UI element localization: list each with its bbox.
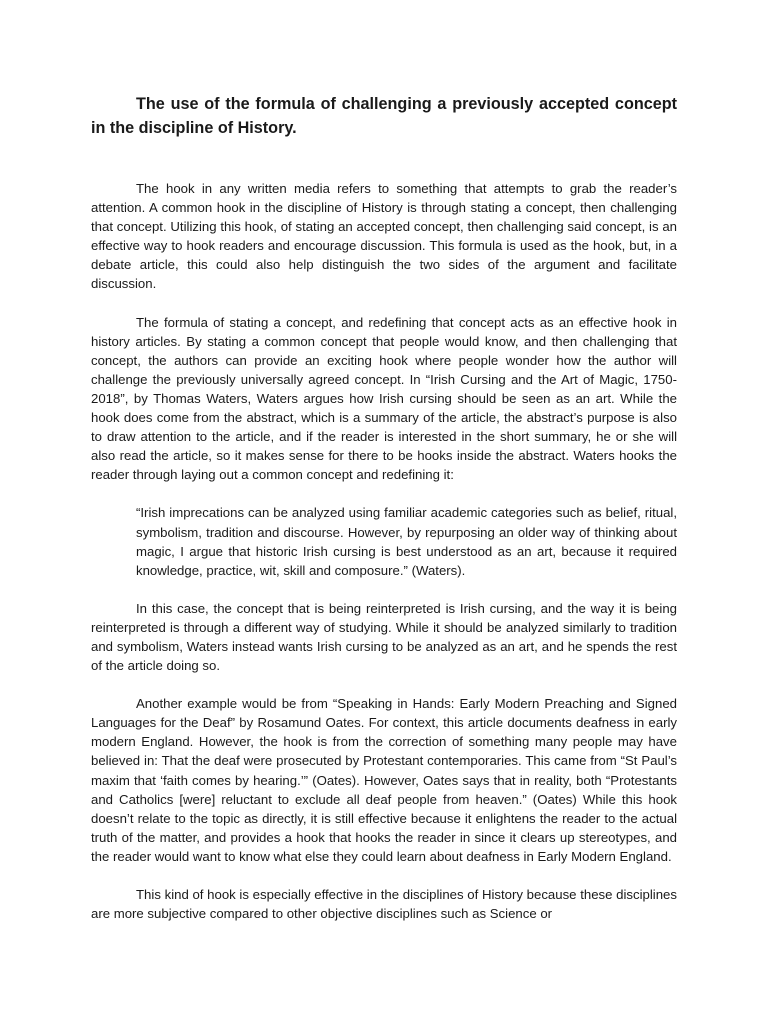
paragraph-irish-cursing: In this case, the concept that is being reinterpreted is Irish cursing, and the way it is being reinterpreted is through a different way of studying. While it should be analyzed similarly to tradition and symbolism, Waters instead wants Irish cursing to be analyzed as an art, and he spends the rest of the article doing so. xyxy=(91,600,677,674)
paragraph-formula: The formula of stating a concept, and redefining that concept acts as an effective hook in history articles. By stating a common concept that people would know, and then challenging that concept, the authors can provide an exciting hook where people wonder how the author will challenge the previously universally agreed concept. In “Irish Cursing and the Art of Magic, 1750-2018”, by Thomas Waters, Waters argues how Irish cursing should be seen as an art. While the hook does come from the abstract, which is a summary of the article, the abstract’s purpose is also to draw attention to the article, and if the reader is interested in the short summary, he or she will also read the article, so it makes sense for there to be hooks inside the abstract. Waters hooks the reader through laying out a common concept and redefining it: xyxy=(91,314,677,483)
paragraph-conclusion: This kind of hook is especially effective in the disciplines of History because these disciplines are more subjective compared to other objective disciplines such as Science or xyxy=(91,887,677,922)
block-quote-waters: “Irish imprecations can be analyzed using familiar academic categories such as belief, ritual, symbolism, tradition and discourse. However, by repurposing an older way of thinking about magic, I argue that historic Irish cursing is best understood as an art, because it required knowledge, practice, wit, skill and composure.” (Waters). xyxy=(136,505,677,578)
paragraph-speaking-in-hands: Another example would be from “Speaking in Hands: Early Modern Preaching and Signed Languages for the Deaf” by Rosamund Oates. For context, this article documents deafness in early modern England. However, the hook is from the correction of something many people may have believed in: That the deaf were prosecuted by Protestant contemporaries. This came from “St Paul’s maxim that ‘faith comes by hearing.’” (Oates). However, Oates says that in reality, both “Protestants and Catholics [were] reluctant to exclude all deaf people from heaven.” (Oates) While this hook doesn’t relate to the topic as directly, it is still effective because it enlightens the reader to the actual truth of the matter, and provides a hook that hooks the reader in since it clears up stereotypes, and the reader would want to know what else they could learn about deafness in Early Modern England. xyxy=(91,696,677,864)
paragraph-intro: The hook in any written media refers to something that attempts to grab the reader’s attention. A common hook in the discipline of History is through stating a concept, then challenging that concept. Utilizing this hook, of stating an accepted concept, then challenging said concept, is an effective way to hook readers and encourage discussion. This formula is used as the hook, but, in a debate article, this could also help distinguish the two sides of the argument and facilitate discussion. xyxy=(91,181,677,292)
document-title: The use of the formula of challenging a previously accepted concept in the discipline of History. xyxy=(91,95,677,137)
